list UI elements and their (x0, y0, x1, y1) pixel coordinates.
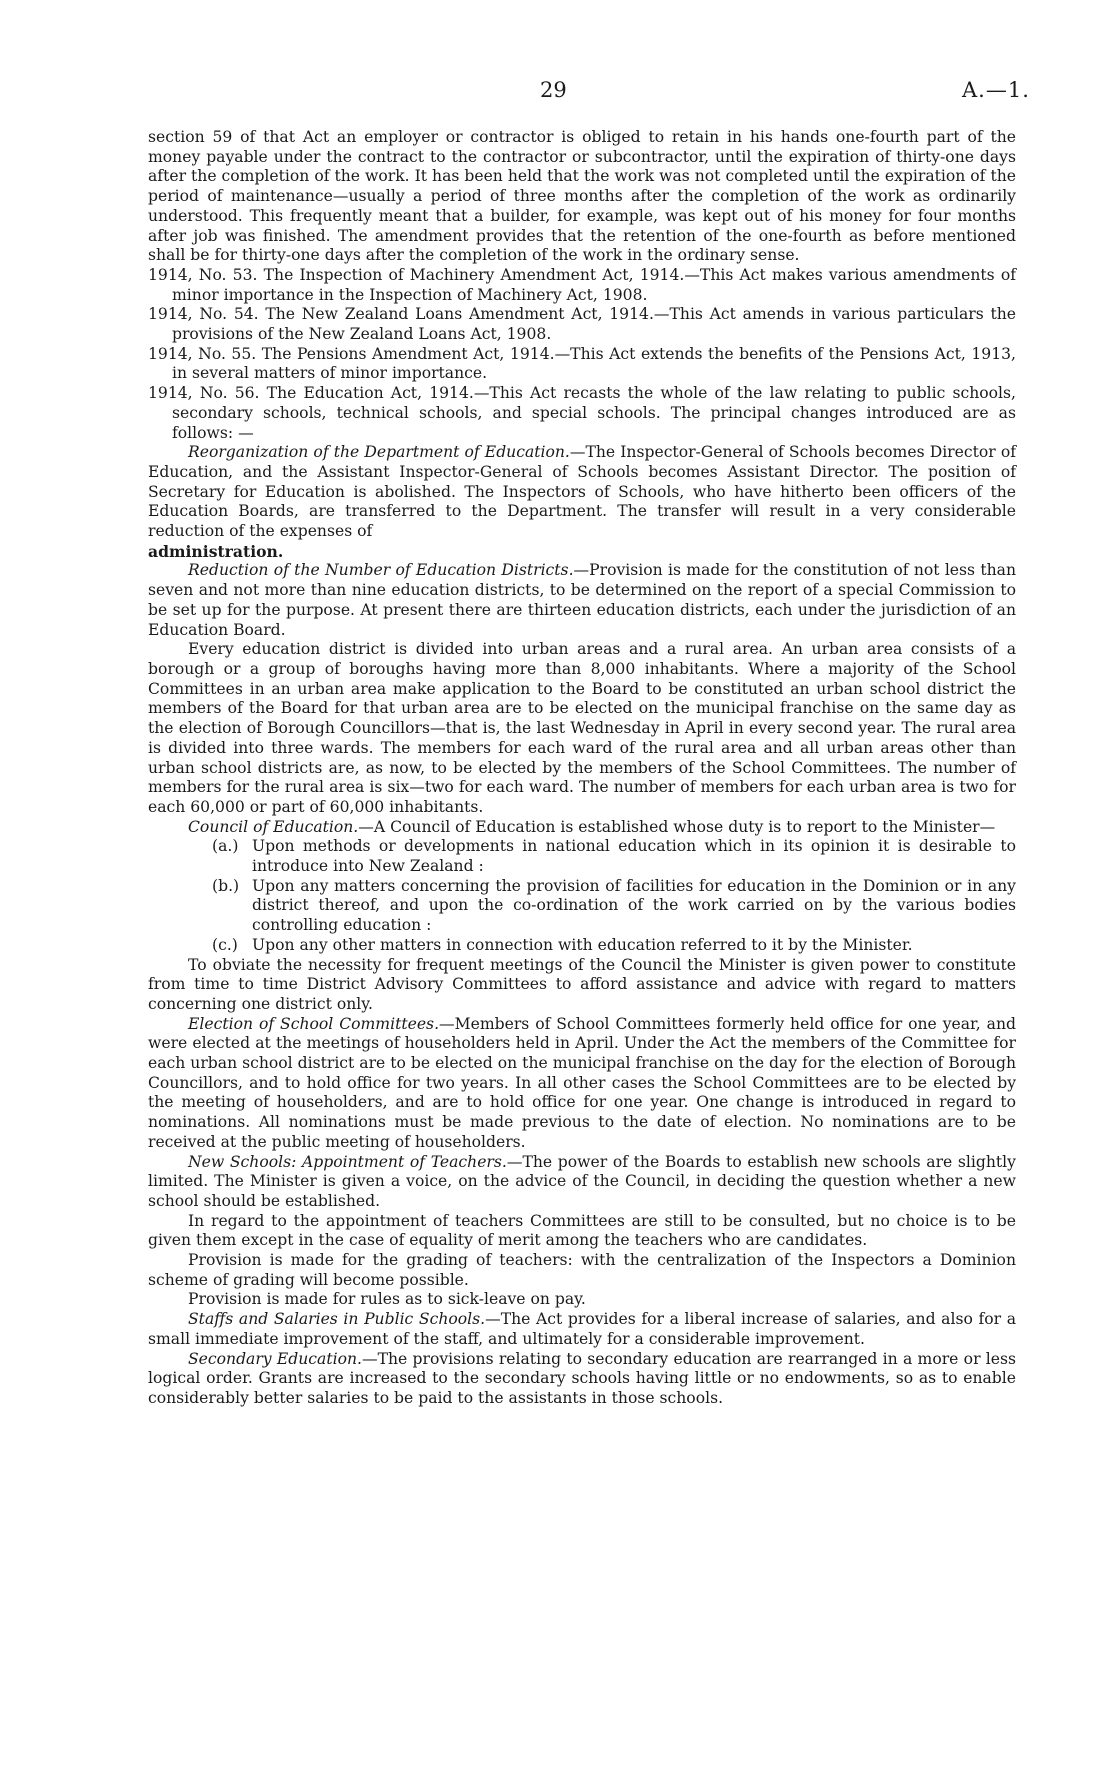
paragraph-education-district: Every education district is divided into urban areas and a rural area. An urban area consists of a borough or a group of boroughs having more than 8,000 inhabitants. Where a majority of the School Committees in an urban area make application to the Board to be constituted an urban school district the members of the Board for that urban area are to be elected on the municipal franchise on the same day as the election of Borough Councillors—that is, the last Wednesday in April in every second year. The rural area is divided into three wards. The members for each ward of the rural area and all urban areas other than urban school districts are, as now, to be elected by the members of the School Committees. The number of members for the rural area is six—two for each ward. The number of members for each urban area is two for each 60,000 or part of 60,000 inhabitants. (148, 640, 1016, 816)
page-header (0, 78, 1114, 104)
paragraph-new-schools (148, 1153, 1016, 1212)
paragraph-reduction (148, 561, 1016, 640)
paragraph-election (148, 1015, 1016, 1153)
document-reference: A.—1. (962, 78, 1030, 102)
text-new-schools: —The power of the Boards to establish new schools are slightly limited. The Minister is given a voice, on the advice of the Council, in deciding the question whether a new school should be established. (148, 1152, 1016, 1210)
paragraph-council (148, 818, 1016, 838)
paragraph-reorganization (148, 443, 1016, 542)
act-no-55: 1914, No. 55. The Pensions Amendment Act, 1914.—This Act extends the benefits of the Pensions Act, 1913, in several matters of minor importance. (148, 344, 1016, 383)
label-a: (a.) (212, 837, 239, 856)
heading-reorganization: Reorganization of the Department of Education. (188, 443, 570, 462)
paragraph-sick-leave: Provision is made for rules as to sick-leave on pay. (188, 1290, 586, 1309)
text-administration: administration. (148, 541, 284, 561)
heading-election: Election of School Committees. (188, 1014, 440, 1033)
heading-reduction: Reduction of the Number of Education Districts. (188, 561, 574, 580)
label-b: (b.) (212, 876, 240, 895)
text-duty-b: Upon any matters concerning the provision of facilities for education in the Dominion or in any district thereof, and upon the co-ordination of the work carried on by the various bodies controlling education : (252, 876, 1016, 935)
paragraph-secondary (148, 1350, 1016, 1409)
heading-secondary: Secondary Education. (188, 1349, 362, 1368)
council-duty-a (212, 837, 1016, 876)
act-no-56: 1914, No. 56. The Education Act, 1914.—This Act recasts the whole of the law relating to public schools, secondary schools, technical schools, and special schools. The principal changes introduced are as follows: — (148, 384, 1016, 442)
paragraph-grading: Provision is made for the grading of teachers: with the centralization of the Inspectors a Dominion scheme of grading will become possible. (148, 1251, 1016, 1289)
label-c: (c.) (212, 935, 238, 954)
text-reorganization: —The Inspector-General of Schools becomes Director of Education, and the Assistant Inspector-General of Schools becomes Assistant Director. The position of Secretary for Education is abolished. The Inspectors of Schools, who have hitherto been officers of the Education Boards, are transferred to the Department. The transfer will result in a very considerable reduction of the expenses of (148, 443, 1016, 541)
document-body (148, 128, 1016, 1409)
council-duty-c (212, 936, 1016, 956)
council-duty-b (212, 877, 1016, 936)
text-duty-c: Upon any other matters in connection with education referred to it by the Minister. (252, 935, 913, 954)
page-number: 29 (540, 78, 567, 102)
text-staffs: —The Act provides for a liberal increase of salaries, and also for a small immediate improvement of the staff, and ultimately for a considerable improvement. (148, 1310, 1017, 1348)
paragraph-staffs (148, 1310, 1016, 1349)
heading-new-schools: New Schools: Appointment of Teachers. (188, 1152, 507, 1171)
paragraph-advisory-committees: To obviate the necessity for frequent meetings of the Council the Minister is given power to constitute from time to time District Advisory Committees to afford assistance and advice with regard to matters concerning one district only. (148, 955, 1016, 1013)
text-reduction: —Provision is made for the constitution of not less than seven and not more than nine education districts, to be determined on the report of a special Commission to be set up for the purpose. At present there are thirteen education districts, each under the jurisdiction of an Education Board. (148, 561, 1016, 639)
text-secondary: —The provisions relating to secondary education are rearranged in a more or less logical order. Grants are increased to the secondary schools having little or no endowments, so as to enable considerably better salaries to be paid to the assistants in those schools. (148, 1349, 1017, 1407)
heading-council: Council of Education. (188, 817, 359, 836)
text-duty-a: Upon methods or developments in national education which in its opinion it is desirable to introduce into New Zealand : (252, 837, 1016, 876)
text-council: —A Council of Education is established whose duty is to report to the Minister— (358, 817, 996, 836)
paragraph-section-59: section 59 of that Act an employer or contractor is obliged to retain in his hands one-fourth part of the money payable under the contract to the contractor or subcontractor, until the expiration of thirty-one days after the completion of the work. It has been held that the work was not completed until the expiration of the period of maintenance—usually a period of three months after the completion of the work as ordinarily understood. This frequently meant that a builder, for example, was kept out of his money for four months after job was finished. The amendment provides that the retention of the one-fourth as before mentioned shall be for thirty-one days after the completion of the work in the ordinary sense. (148, 128, 1016, 265)
paragraph-teachers: In regard to the appointment of teachers Committees are still to be consulted, but no choice is to be given them except in the case of equality of merit among the teachers who are candidates. (148, 1211, 1016, 1250)
text-election: —Members of School Committees formerly held office for one year, and were elected at the meetings of householders held in April. Under the Act the members of the Committee for each urban school district are to be elected on the municipal franchise on the day for the election of Borough Councillors, and to hold office for two years. In all other cases the School Committees are to be elected by the meeting of householders, and are to hold office for one year. One change is introduced in regard to nominations. All nominations must be made previous to the date of election. No nominations are to be received at the public meeting of householders. (148, 1014, 1016, 1151)
council-duties-list (148, 837, 1016, 955)
act-no-54: 1914, No. 54. The New Zealand Loans Amendment Act, 1914.—This Act amends in various particulars the provisions of the New Zealand Loans Act, 1908. (148, 305, 1016, 344)
heading-staffs: Staffs and Salaries in Public Schools. (188, 1310, 486, 1329)
act-no-53: 1914, No. 53. The Inspection of Machinery Amendment Act, 1914.—This Act makes various amendments of minor importance in the Inspection of Machinery Act, 1908. (148, 265, 1016, 304)
